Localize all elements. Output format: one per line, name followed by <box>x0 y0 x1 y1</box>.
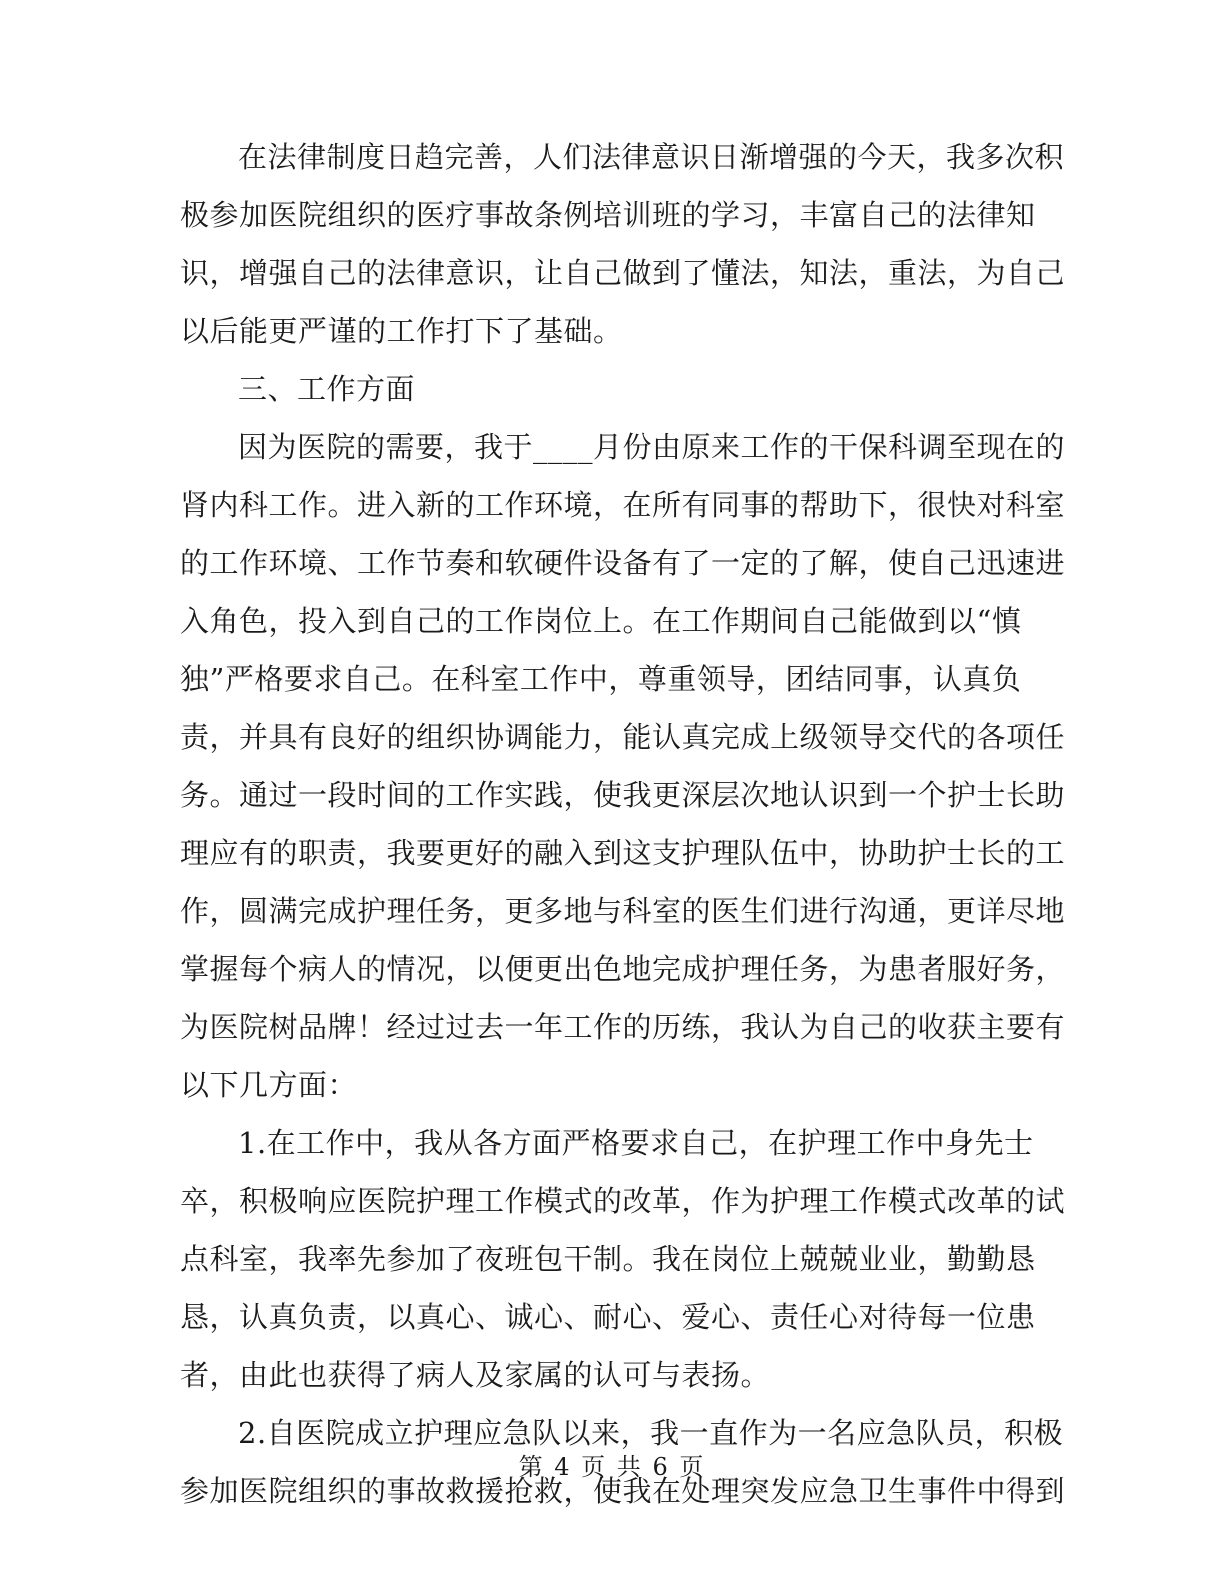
text-line: 的工作环境、工作节奏和软硬件设备有了一定的了解，使自己迅速进 <box>180 546 1066 580</box>
page-number-footer: 第 4 页 共 6 页 <box>518 1453 706 1481</box>
text-line: 作，圆满完成护理任务，更多地与科室的医生们进行沟通，更详尽地 <box>180 894 1066 928</box>
text-line: 以后能更严谨的工作打下了基础。 <box>180 314 623 348</box>
text-line: 理应有的职责，我要更好的融入到这支护理队伍中，协助护士长的工 <box>180 836 1066 870</box>
text-line: 入角色，投入到自己的工作岗位上。在工作期间自己能做到以“慎 <box>180 604 1022 638</box>
text-line: 三、工作方面 <box>238 372 416 406</box>
text-line: 掌握每个病人的情况，以便更出色地完成护理任务，为患者服好务， <box>180 952 1066 986</box>
text-line: 卒，积极响应医院护理工作模式的改革，作为护理工作模式改革的试 <box>180 1184 1066 1218</box>
text-line: 1.在工作中，我从各方面严格要求自己，在护理工作中身先士 <box>238 1126 1034 1160</box>
text-line: 为医院树品牌！经过过去一年工作的历练，我认为自己的收获主要有 <box>180 1010 1066 1044</box>
text-line: 参加医院组织的事故救援抢救，使我在处理突发应急卫生事件中得到 <box>180 1474 1066 1508</box>
text-line: 肾内科工作。进入新的工作环境，在所有同事的帮助下，很快对科室 <box>180 488 1066 522</box>
text-line: 务。通过一段时间的工作实践，使我更深层次地认识到一个护士长助 <box>180 778 1066 812</box>
text-line: 者，由此也获得了病人及家属的认可与表扬。 <box>180 1358 771 1392</box>
text-line: 在法律制度日趋完善，人们法律意识日渐增强的今天，我多次积 <box>238 140 1065 174</box>
text-line: 点科室，我率先参加了夜班包干制。我在岗位上兢兢业业，勤勤恳 <box>180 1242 1036 1276</box>
text-line: 极参加医院组织的医疗事故条例培训班的学习，丰富自己的法律知 <box>180 198 1036 232</box>
text-line: 2.自医院成立护理应急队以来，我一直作为一名应急队员，积极 <box>238 1416 1064 1450</box>
text-line: 责，并具有良好的组织协调能力，能认真完成上级领导交代的各项任 <box>180 720 1066 754</box>
text-line: 恳，认真负责，以真心、诚心、耐心、爱心、责任心对待每一位患 <box>180 1300 1036 1334</box>
document-body <box>180 128 1066 1520</box>
text-line: 独”严格要求自己。在科室工作中，尊重领导，团结同事，认真负 <box>180 662 1022 696</box>
text-line: 识，增强自己的法律意识，让自己做到了懂法，知法，重法，为自己 <box>180 256 1066 290</box>
text-line: 以下几方面： <box>180 1068 358 1102</box>
text-line: 因为医院的需要，我于____月份由原来工作的干保科调至现在的 <box>238 430 1066 464</box>
